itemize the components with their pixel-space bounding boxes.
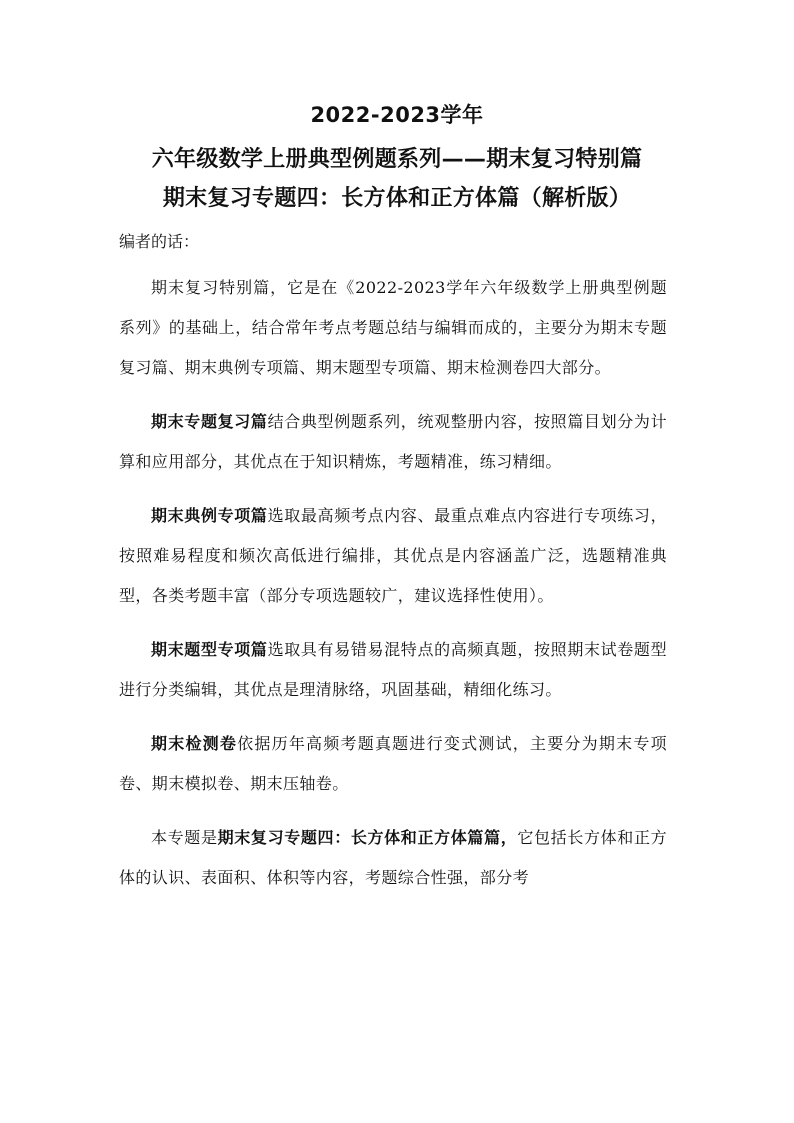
paragraph-intro	[119, 268, 667, 388]
paragraph-bold: 期末专题复习篇	[151, 412, 268, 431]
paragraph-bold: 期末题型专项篇	[151, 640, 268, 659]
paragraph-bold: 期末典例专项篇	[151, 506, 268, 525]
paragraph-text: 本专题是	[151, 828, 218, 847]
editor-note-label: 编者的话：	[119, 232, 200, 251]
paragraph-question-types	[119, 630, 667, 710]
paragraph-topic-summary	[119, 818, 667, 898]
document-body	[119, 268, 667, 912]
document-title-topic: 期末复习专题四：长方体和正方体篇（解析版）	[162, 186, 632, 211]
document-title-series: 六年级数学上册典型例题系列——期末复习特别篇	[151, 147, 643, 172]
paragraph-text: 依据历年高频考题真题进行变式测试，主要分为期末专项卷、期末模拟卷、期末压轴卷。	[119, 734, 667, 793]
paragraph-text: 结合典型例题系列，统观整册内容，按照篇目划分为计算和应用部分，其优点在于知识精炼，考题精准，练习精细。	[119, 412, 667, 471]
paragraph-tests	[119, 724, 667, 804]
paragraph-text: 它包括长方体和正方体的认识、表面积、体积等内容，考题综合性强，部分考	[119, 828, 667, 887]
document-title-year: 2022-2023学年	[310, 103, 484, 127]
paragraph-bold: 期末检测卷	[151, 734, 238, 753]
paragraph-text: 选取最高频考点内容、最重点难点内容进行专项练习，按照难易程度和频次高低进行编排，其优点是内容涵盖广泛，选题精准典型，各类考题丰富（部分专项选题较广，建议选择性使用）。	[119, 506, 667, 605]
paragraph-examples	[119, 496, 667, 616]
paragraph-text: 期末复习特别篇，它是在《2022-2023学年六年级数学上册典型例题系列》的基础上，结合常年考点考题总结与编辑而成的，主要分为期末专题复习篇、期末典例专项篇、期末题型专项篇、期末检测卷四大部分。	[119, 278, 667, 377]
paragraph-review	[119, 402, 667, 482]
paragraph-text: 选取具有易错易混特点的高频真题，按照期末试卷题型进行分类编辑，其优点是理清脉络，巩固基础，精细化练习。	[119, 640, 667, 699]
paragraph-bold: 期末复习专题四：长方体和正方体篇篇，	[217, 828, 518, 847]
